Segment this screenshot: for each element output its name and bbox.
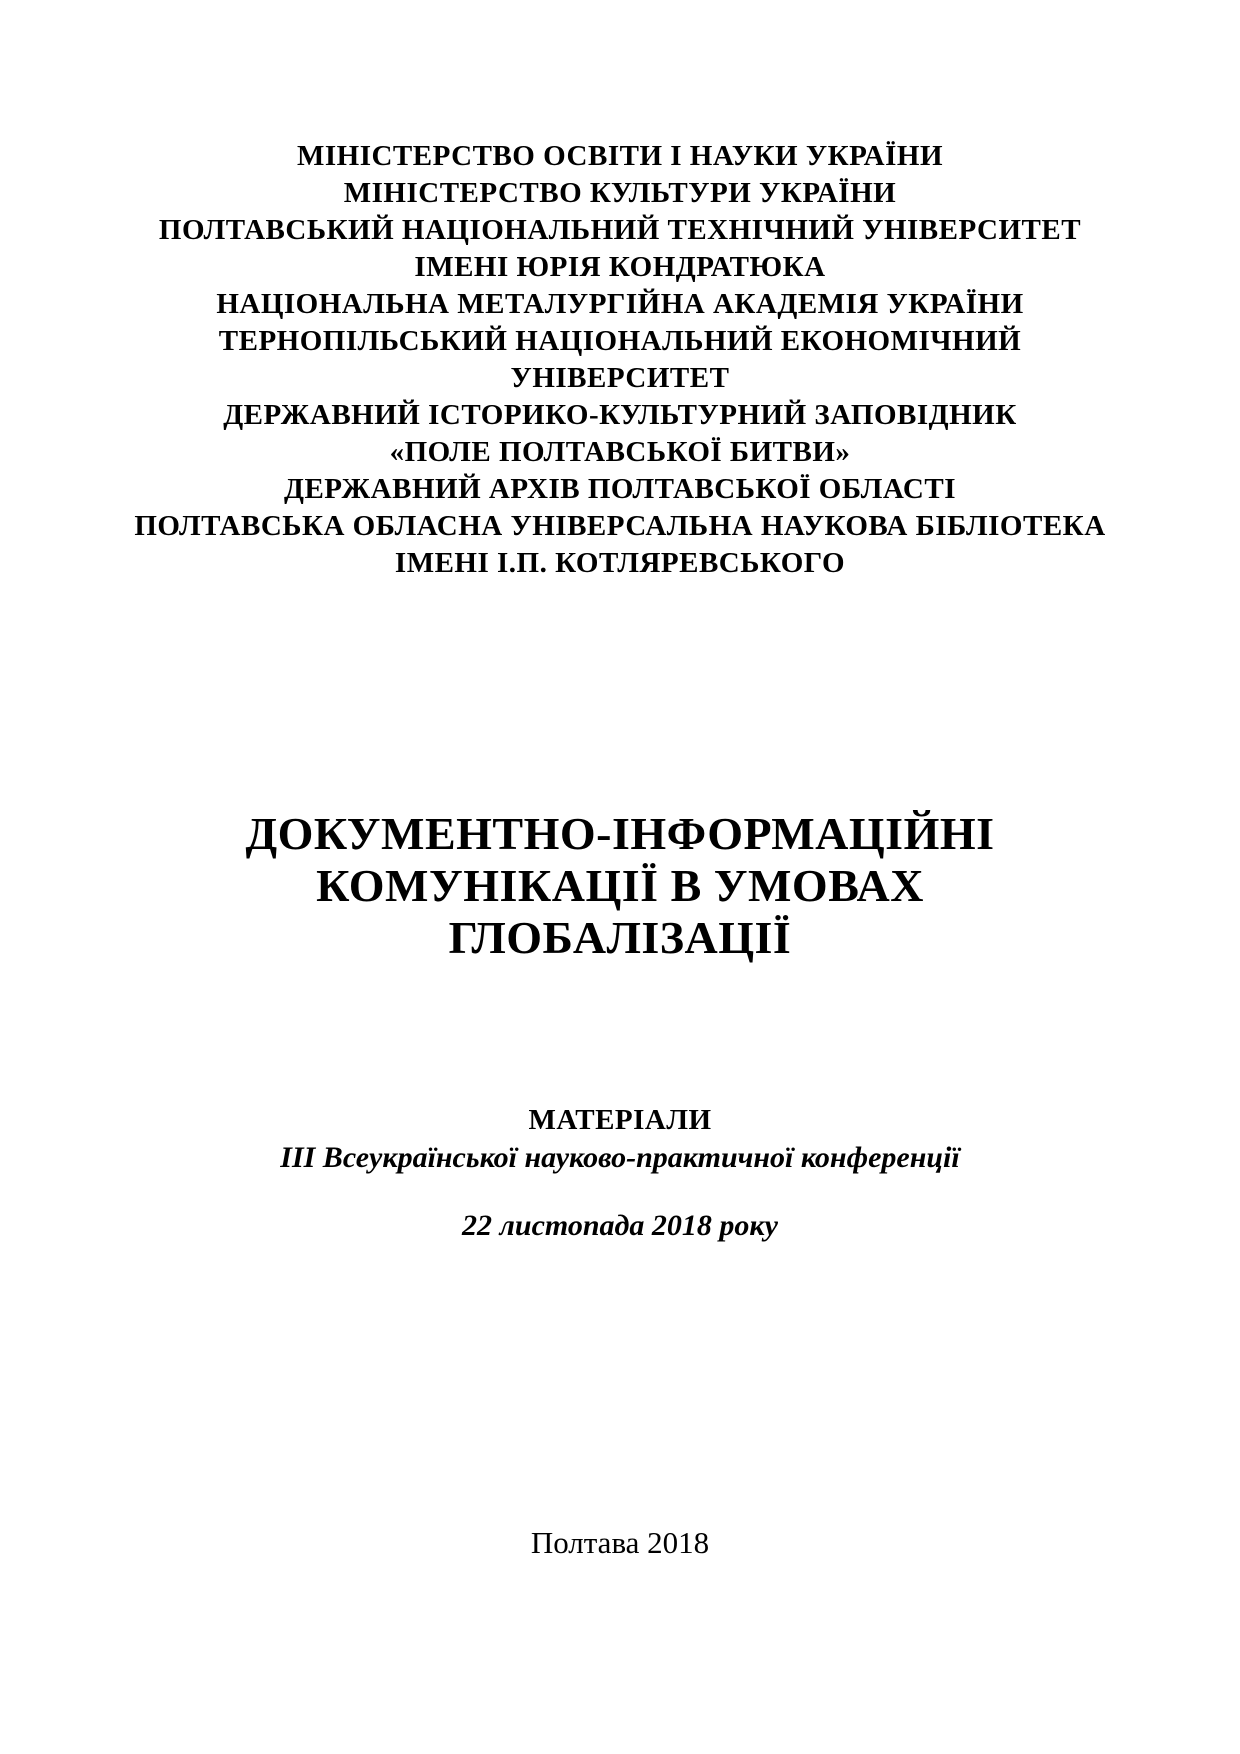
page-title <box>0 808 1240 964</box>
header-line: ТЕРНОПІЛЬСЬКИЙ НАЦІОНАЛЬНИЙ ЕКОНОМІЧНИЙ <box>218 325 1022 357</box>
header-line: ПОЛТАВСЬКА ОБЛАСНА УНІВЕРСАЛЬНА НАУКОВА БІБЛІОТЕКА <box>134 510 1106 542</box>
header-line: ДЕРЖАВНИЙ АРХІВ ПОЛТАВСЬКОЇ ОБЛАСТІ <box>284 473 956 505</box>
conference-date: 22 листопада 2018 року <box>462 1209 778 1242</box>
header-line: ПОЛТАВСЬКИЙ НАЦІОНАЛЬНИЙ ТЕХНІЧНИЙ УНІВЕРСИТЕТ <box>158 214 1082 246</box>
materials-label: МАТЕРІАЛИ <box>528 1104 712 1136</box>
header-line: НАЦІОНАЛЬНА МЕТАЛУРГІЙНА АКАДЕМІЯ УКРАЇНИ <box>216 288 1024 320</box>
page-title-line: КОМУНІКАЦІЇ В УМОВАХ <box>316 860 924 911</box>
imprint-city-year: Полтава 2018 <box>530 1525 710 1560</box>
header-line: ДЕРЖАВНИЙ ІСТОРИКО-КУЛЬТУРНИЙ ЗАПОВІДНИК <box>223 399 1017 431</box>
header-line: «ПОЛЕ ПОЛТАВСЬКОЇ БИТВИ» <box>389 436 851 468</box>
page-title-line: ГЛОБАЛІЗАЦІЇ <box>448 912 792 963</box>
header-line: МІНІСТЕРСТВО ОСВІТИ І НАУКИ УКРАЇНИ <box>296 140 944 172</box>
header-line: МІНІСТЕРСТВО КУЛЬТУРИ УКРАЇНИ <box>343 177 897 209</box>
header-line: ІМЕНІ І.П. КОТЛЯРЕВСЬКОГО <box>394 547 846 579</box>
header-line: ІМЕНІ ЮРІЯ КОНДРАТЮКА <box>414 251 826 283</box>
conference-subtitle: ІІІ Всеукраїнської науково-практичної конференції <box>280 1141 960 1174</box>
page-title-line: ДОКУМЕНТНО-ІНФОРМАЦІЙНІ <box>245 808 995 859</box>
institutions-header <box>0 0 1240 582</box>
header-line: УНІВЕРСИТЕТ <box>510 362 730 394</box>
